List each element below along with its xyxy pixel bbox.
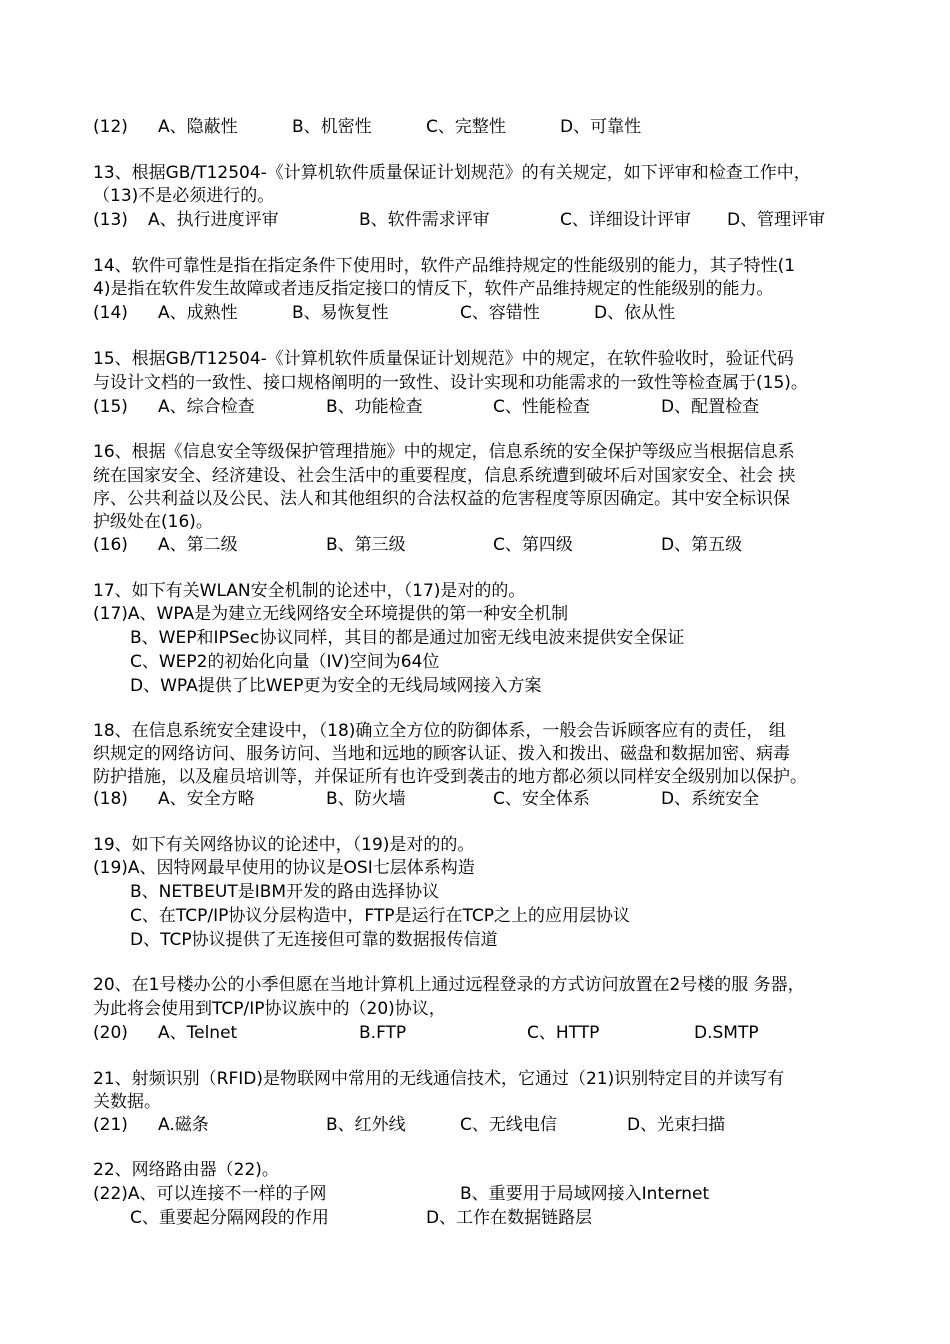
q16-option-c: C、第四级 [493,535,573,555]
q15-option-a: A、综合检查 [158,397,255,417]
q20-option-b: B.FTP [359,1023,407,1043]
q14-prefix: (14) [93,303,128,323]
q14-option-c: C、容错性 [460,303,540,323]
q14-option-b: B、易恢复性 [292,303,389,323]
q19-option-d: D、TCP协议提供了无连接但可靠的数据报传信道 [130,930,498,950]
q13-option-d: D、管理评审 [727,210,826,230]
q14-option-a: A、成熟性 [158,303,238,323]
q15-stem-line-2: 与设计文档的一致性、接口规格阐明的一致性、设计实现和功能需求的一致性等检查属于(15)。 [93,373,808,393]
q18-option-a: A、安全方略 [158,789,255,809]
q18-prefix: (18) [93,789,128,809]
q16-stem-line-1: 16、根据《信息安全等级保护管理措施》中的规定，信息系统的安全保护等级应当根据信息系 [93,442,795,462]
q12-option-b: B、机密性 [292,117,372,137]
q13-stem-line-2: （13)不是必须进行的。 [93,186,275,206]
q17-option-a: (17)A、WPA是为建立无线网络安全环境提供的第一种安全机制 [93,604,569,624]
q16-option-b: B、第三级 [326,535,406,555]
q14-option-d: D、依从性 [594,303,676,323]
q18-option-b: B、防火墙 [326,789,406,809]
q22-option-b: B、重要用于局域网接入Internet [460,1184,710,1204]
q13-option-b: B、软件需求评审 [359,210,490,230]
q15-option-d: D、配置检查 [661,397,760,417]
q21-prefix: (21) [93,1115,128,1135]
q17-option-d: D、WPA提供了比WEP更为安全的无线局域网接入方案 [130,676,542,696]
q20-prefix: (20) [93,1023,128,1043]
q16-stem-line-3: 序、公共利益以及公民、法人和其他组织的合法权益的危害程度等原因确定。其中安全标识保 [93,489,790,509]
q16-prefix: (16) [93,535,128,555]
q22-option-c: C、重要起分隔网段的作用 [130,1208,329,1228]
q12-prefix: (12) [93,117,128,137]
q13-stem-line-1: 13、根据GB/T12504-《计算机软件质量保证计划规范》的有关规定，如下评审和检查工作中， [93,163,811,183]
q18-option-c: C、安全体系 [493,789,590,809]
q18-stem-line-2: 织规定的网络访问、服务访问、当地和远地的顾客认证、拨入和拨出、磁盘和数据加密、病毒 [93,744,790,764]
q19-stem: 19、如下有关网络协议的论述中，（19)是对的的。 [93,835,475,855]
q21-option-d: D、光束扫描 [627,1115,726,1135]
q20-stem-line-2: 为此将会使用到TCP/IP协议族中的（20)协议， [93,999,446,1019]
q13-option-a: A、执行进度评审 [148,210,279,230]
q16-option-a: A、第二级 [158,535,238,555]
q21-option-a: A.磁条 [158,1115,209,1135]
q22-stem: 22、网络路由器（22)。 [93,1160,279,1180]
q14-stem-line-1: 14、软件可靠性是指在指定条件下使用时，软件产品维持规定的性能级别的能力，其子特性(1 [93,256,796,276]
q15-option-c: C、性能检查 [493,397,590,417]
q19-option-c: C、在TCP/IP协议分层构造中，FTP是运行在TCP之上的应用层协议 [130,906,630,926]
q18-stem-line-3: 防护措施，以及雇员培训等，并保证所有也许受到袭击的地方都必须以同样安全级别加以保护。 [93,767,807,787]
q17-stem: 17、如下有关WLAN安全机制的论述中，（17)是对的的。 [93,581,526,601]
q20-option-c: C、HTTP [527,1023,600,1043]
q18-stem-line-1: 18、在信息系统安全建设中，（18)确立全方位的防御体系，一般会告诉顾客应有的责任， 组 [93,721,786,741]
q20-stem-line-1: 20、在1号楼办公的小季但愿在当地计算机上通过远程登录的方式访问放置在2号楼的服 务器， [93,975,805,995]
q16-stem-line-2: 统在国家安全、经济建设、社会生活中的重要程度，信息系统遭到破坏后对国家安全、社会 挟 [93,466,796,486]
q12-option-a: A、隐蔽性 [158,117,238,137]
q18-option-d: D、系统安全 [661,789,760,809]
q15-option-b: B、功能检查 [326,397,423,417]
q17-option-b: B、WEP和IPSec协议同样，其目的都是通过加密无线电波来提供安全保证 [130,628,685,648]
q17-option-c: C、WEP2的初始化向量（IV)空间为64位 [130,652,440,672]
q19-option-b: B、NETBEUT是IBM开发的路由选择协议 [130,882,440,902]
q20-option-d: D.SMTP [694,1023,759,1043]
q21-option-c: C、无线电信 [460,1115,557,1135]
q21-stem-line-2: 关数据。 [93,1092,161,1112]
q14-stem-line-2: 4)是指在软件发生故障或者违反指定接口的情反下，软件产品维持规定的性能级别的能力。 [93,279,774,299]
q12-option-d: D、可靠性 [560,117,642,137]
q21-stem-line-1: 21、射频识别（RFID)是物联网中常用的无线通信技术，它通过（21)识别特定目的并读写有 [93,1069,785,1089]
q15-stem-line-1: 15、根据GB/T12504-《计算机软件质量保证计划规范》中的规定，在软件验收时，验证代码 [93,349,794,369]
q15-prefix: (15) [93,397,128,417]
q13-option-c: C、详细设计评审 [560,210,691,230]
q22-option-d: D、工作在数据链路层 [426,1208,593,1228]
q12-option-c: C、完整性 [426,117,506,137]
q22-option-a: (22)A、可以连接不一样的子网 [93,1184,327,1204]
q13-prefix: (13) [93,210,128,230]
q19-option-a: (19)A、因特网最早使用的协议是OSI七层体系构造 [93,858,475,878]
q16-stem-line-4: 护级处在(16)。 [93,512,213,532]
q20-option-a: A、Telnet [158,1023,238,1043]
q16-option-d: D、第五级 [661,535,743,555]
q21-option-b: B、红外线 [326,1115,406,1135]
